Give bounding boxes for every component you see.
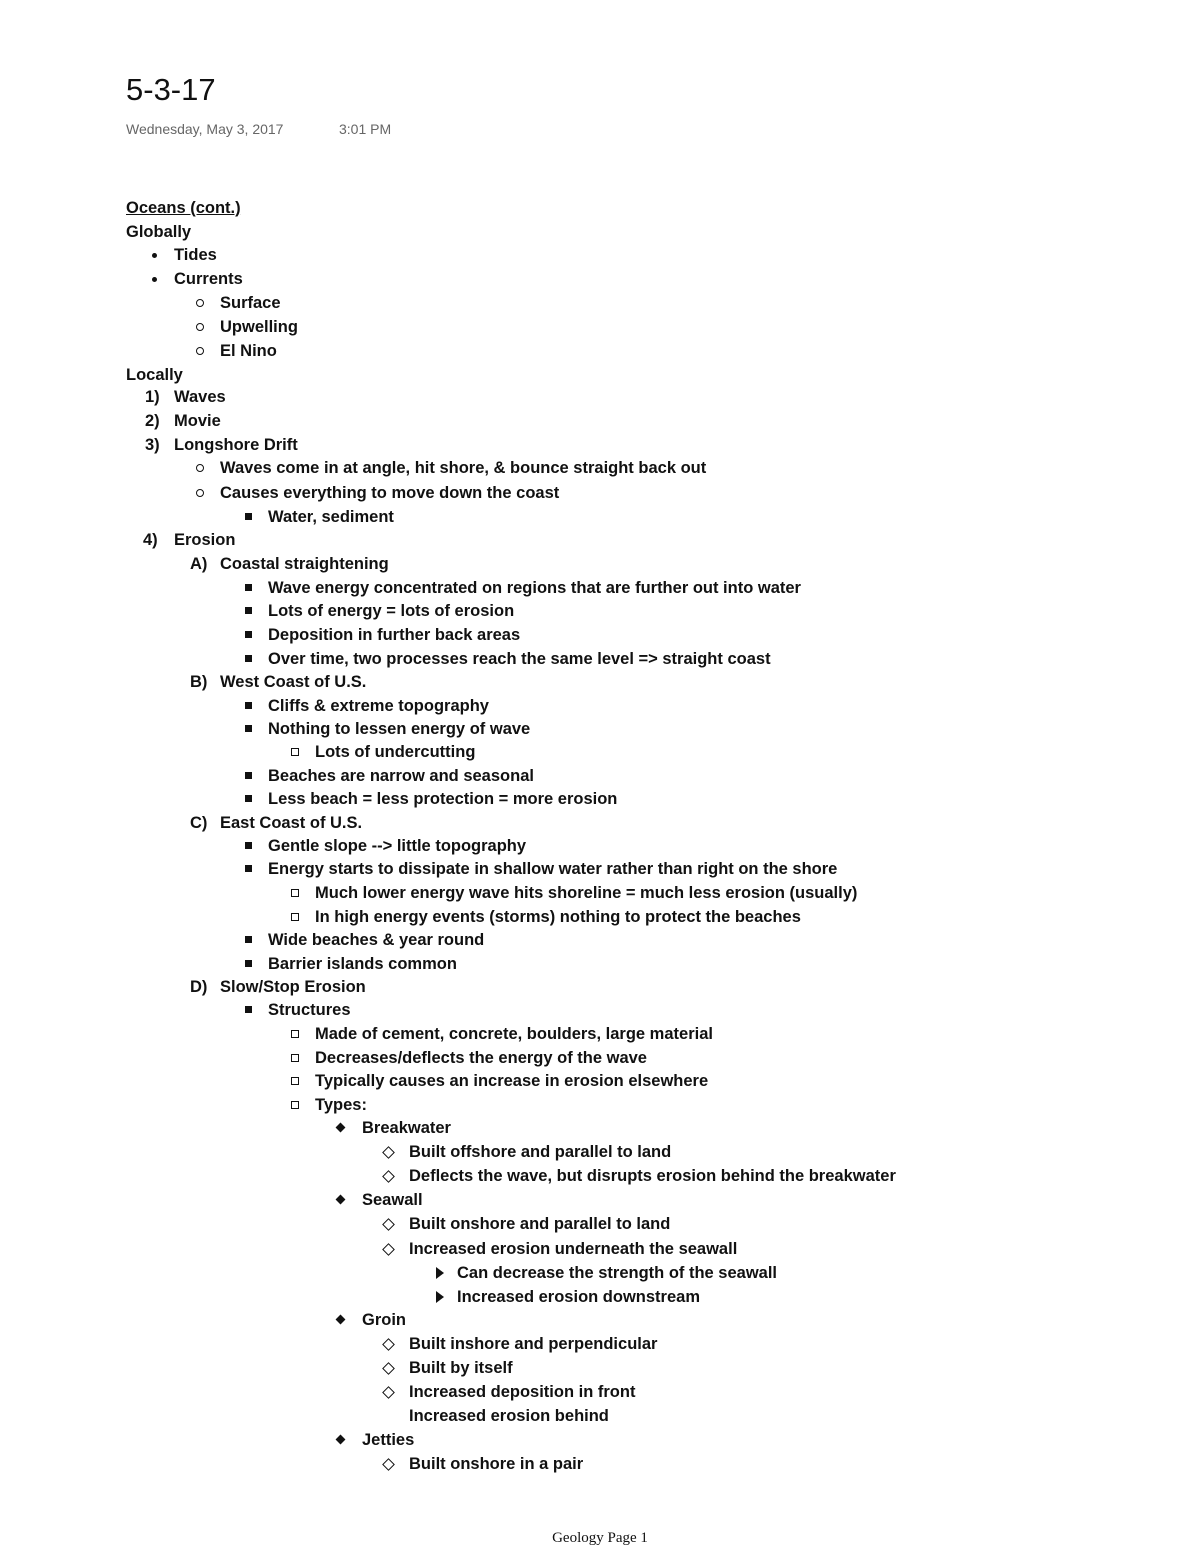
bullet-dot-icon (152, 253, 170, 258)
bullet-item: Wide beaches & year round (268, 931, 485, 949)
bullet-item: Increased erosion underneath the seawall (409, 1240, 738, 1258)
bullet-diamond-icon (337, 1196, 355, 1203)
bullet-item: Water, sediment (268, 508, 394, 526)
list-number: 4) (143, 531, 158, 549)
note-time: 3:01 PM (339, 121, 392, 137)
bullet-circle-icon (196, 347, 214, 355)
bullet-item: Lots of undercutting (315, 743, 476, 761)
bullet-dot-icon (152, 277, 170, 282)
bullet-open-diamond-icon (384, 1172, 402, 1181)
bullet-diamond-icon (337, 1316, 355, 1323)
bullet-item: Can decrease the strength of the seawall (457, 1264, 778, 1282)
bullet-diamond-icon (337, 1436, 355, 1443)
bullet-item: Barrier islands common (268, 955, 457, 973)
bullet-open-diamond-icon (384, 1340, 402, 1349)
bullet-item: Breakwater (362, 1119, 451, 1137)
bullet-open-diamond-icon (384, 1364, 402, 1373)
bullet-item: Typically causes an increase in erosion elsewhere (315, 1072, 709, 1090)
numbered-item: Movie (174, 412, 221, 430)
bullet-square-icon (245, 725, 263, 732)
bullet-open-square-icon (291, 1030, 309, 1038)
bullet-item: Wave energy concentrated on regions that are further out into water (268, 579, 801, 597)
bullet-item: Built inshore and perpendicular (409, 1335, 658, 1353)
bullet-item: Deposition in further back areas (268, 626, 521, 644)
bullet-open-diamond-icon (384, 1388, 402, 1397)
bullet-item: Seawall (362, 1191, 423, 1209)
bullet-item: Increased deposition in front (409, 1383, 636, 1401)
bullet-item: Surface (220, 294, 281, 312)
list-number: A) (190, 555, 208, 573)
bullet-item: Currents (174, 270, 243, 288)
bullet-item: Built onshore and parallel to land (409, 1215, 671, 1233)
bullet-item: El Nino (220, 342, 277, 360)
bullet-open-square-icon (291, 889, 309, 897)
bullet-item: Cliffs & extreme topography (268, 697, 489, 715)
bullet-item: Groin (362, 1311, 406, 1329)
list-number: 1) (145, 388, 160, 406)
bullet-item: Beaches are narrow and seasonal (268, 767, 534, 785)
list-number: C) (190, 814, 208, 832)
continuation-text: Increased erosion behind (409, 1407, 609, 1425)
page-footer: Geology Page 1 (552, 1530, 648, 1546)
bullet-open-square-icon (291, 1054, 309, 1062)
bullet-square-icon (245, 1006, 263, 1013)
lettered-item: Slow/Stop Erosion (220, 978, 366, 996)
bullet-open-square-icon (291, 1101, 309, 1109)
section-heading: Oceans (cont.) (126, 199, 241, 217)
numbered-item: Waves (174, 388, 226, 406)
lettered-item: Coastal straightening (220, 555, 389, 573)
bullet-item: Types: (315, 1096, 367, 1114)
bullet-open-square-icon (291, 1077, 309, 1085)
bullet-item: Increased erosion downstream (457, 1288, 700, 1306)
bullet-square-icon (245, 655, 263, 662)
bullet-item: Deflects the wave, but disrupts erosion behind the breakwater (409, 1167, 896, 1185)
bullet-arrow-icon (436, 1291, 454, 1303)
bullet-square-icon (245, 960, 263, 967)
list-number: B) (190, 673, 208, 691)
bullet-item: Waves come in at angle, hit shore, & bounce straight back out (220, 459, 707, 477)
bullet-item: Lots of energy = lots of erosion (268, 602, 515, 620)
page-title: 5-3-17 (126, 72, 216, 107)
bullet-item: Made of cement, concrete, boulders, large material (315, 1025, 713, 1043)
bullet-open-diamond-icon (384, 1148, 402, 1157)
bullet-circle-icon (196, 464, 214, 472)
note-date: Wednesday, May 3, 2017 (126, 121, 284, 137)
bullet-open-diamond-icon (384, 1220, 402, 1229)
group-label: Globally (126, 223, 192, 241)
bullet-item: Built onshore in a pair (409, 1455, 584, 1473)
bullet-square-icon (245, 584, 263, 591)
bullet-item: Energy starts to dissipate in shallow water rather than right on the shore (268, 860, 838, 878)
bullet-open-square-icon (291, 748, 309, 756)
bullet-square-icon (245, 631, 263, 638)
bullet-square-icon (245, 513, 263, 520)
bullet-item: Much lower energy wave hits shoreline = much less erosion (usually) (315, 884, 858, 902)
group-label: Locally (126, 366, 183, 384)
list-number: 2) (145, 412, 160, 430)
bullet-item: Built by itself (409, 1359, 513, 1377)
bullet-circle-icon (196, 489, 214, 497)
bullet-item: Nothing to lessen energy of wave (268, 720, 531, 738)
bullet-item: Built offshore and parallel to land (409, 1143, 672, 1161)
numbered-item: Erosion (174, 531, 236, 549)
bullet-open-diamond-icon (384, 1460, 402, 1469)
bullet-square-icon (245, 842, 263, 849)
bullet-square-icon (245, 607, 263, 614)
bullet-item: Tides (174, 246, 217, 264)
bullet-item: Decreases/deflects the energy of the wave (315, 1049, 647, 1067)
bullet-square-icon (245, 702, 263, 709)
bullet-square-icon (245, 795, 263, 802)
bullet-open-square-icon (291, 913, 309, 921)
bullet-item: Structures (268, 1001, 351, 1019)
bullet-square-icon (245, 772, 263, 779)
bullet-item: In high energy events (storms) nothing to protect the beaches (315, 908, 801, 926)
bullet-circle-icon (196, 323, 214, 331)
bullet-arrow-icon (436, 1267, 454, 1279)
bullet-square-icon (245, 936, 263, 943)
list-number: 3) (145, 436, 160, 454)
bullet-item: Jetties (362, 1431, 415, 1449)
list-number: D) (190, 978, 208, 996)
bullet-circle-icon (196, 299, 214, 307)
lettered-item: West Coast of U.S. (220, 673, 367, 691)
bullet-item: Less beach = less protection = more erosion (268, 790, 618, 808)
lettered-item: East Coast of U.S. (220, 814, 363, 832)
bullet-item: Gentle slope --> little topography (268, 837, 527, 855)
bullet-item: Over time, two processes reach the same level => straight coast (268, 650, 771, 668)
numbered-item: Longshore Drift (174, 436, 298, 454)
bullet-item: Causes everything to move down the coast (220, 484, 560, 502)
bullet-square-icon (245, 865, 263, 872)
bullet-open-diamond-icon (384, 1245, 402, 1254)
bullet-item: Upwelling (220, 318, 298, 336)
bullet-diamond-icon (337, 1124, 355, 1131)
